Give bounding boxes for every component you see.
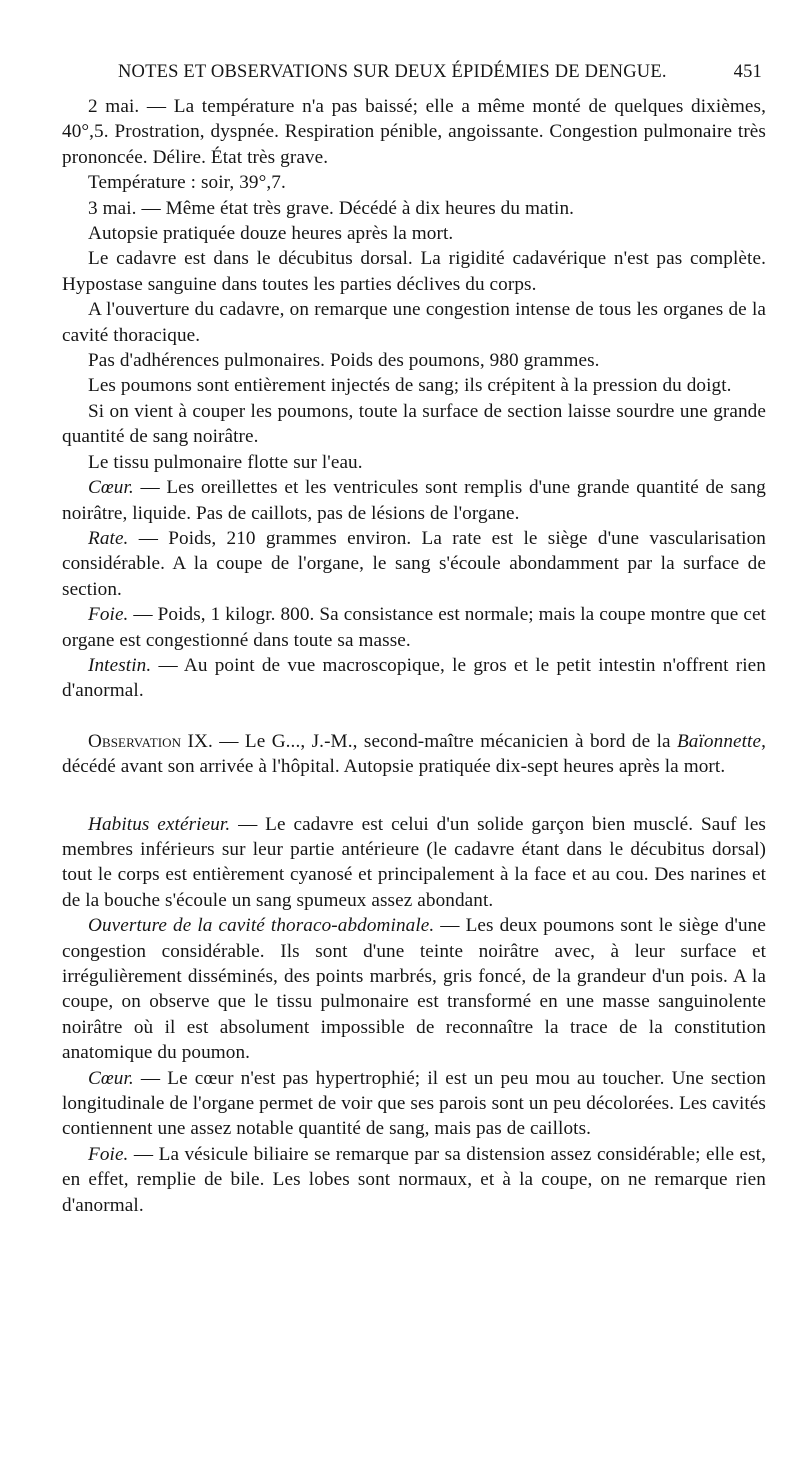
running-title: NOTES ET OBSERVATIONS SUR DEUX ÉPIDÉMIES DE DENGUE. xyxy=(118,62,667,82)
organ-label: Foie. xyxy=(88,1143,129,1165)
organ-paragraph-intestin xyxy=(62,653,766,704)
organ-label: Habitus extérieur. xyxy=(88,813,231,835)
organ-label: Intestin. xyxy=(88,654,152,676)
organ-paragraph-coeur xyxy=(62,475,766,526)
paragraph-3-mai: 3 mai. — Même état très grave. Décédé à dix heures du matin. xyxy=(88,197,575,219)
paragraph-cadavre: Le cadavre est dans le décubitus dorsal. La rigidité cadavérique n'est pas complète. Hypostase sanguine dans toutes les parties déclives du corps. xyxy=(62,248,766,295)
ship-name: Baïonnette xyxy=(676,730,762,752)
paragraph-tissu: Le tissu pulmonaire flotte sur l'eau. xyxy=(88,451,363,473)
organ-text: — Poids, 1 kilogr. 800. Sa consistance est normale; mais la coupe montre que cet organe est congestionné dans toute sa masse. xyxy=(62,604,766,651)
organ-text: — Les oreillettes et les ventricules sont remplis d'une grande quantité de sang noirâtre, liquide. Pas de caillots, pas de lésions de l'organe. xyxy=(62,477,766,524)
organ-text: — Les deux poumons sont le siège d'une congestion considérable. Ils sont d'une teinte noirâtre avec, à leur surface et irrégulièrement disséminés, des points marbrés, gris foncé, de la grandeur d'un pois. A la coupe, on observe que le tissu pulmonaire est transformé en une masse sanguinolente noirâtre où il est absolument impossible de reconnaître la trace de la constitution anatomique du poumon. xyxy=(62,915,766,1064)
paragraph-ouverture: A l'ouverture du cadavre, on remarque une congestion intense de tous les organes de la cavité thoracique. xyxy=(62,299,766,346)
observation-title-part2: , décédé avant son arrivée à l'hôpital. Autopsie pratiquée dix-sept heures après la mort. xyxy=(62,730,767,778)
organ-paragraph-foie xyxy=(62,602,766,653)
organ-label: Cœur. xyxy=(88,1067,134,1089)
paragraph-autopsie: Autopsie pratiquée douze heures après la mort. xyxy=(88,223,454,245)
organ-label: Rate. xyxy=(88,527,129,549)
organ-text: — Au point de vue macroscopique, le gros et le petit intestin n'offrent rien d'anormal. xyxy=(62,654,766,702)
organ-label: Foie. xyxy=(88,604,129,626)
page-number: 451 xyxy=(733,62,762,82)
organ-text: — Le cadavre est celui d'un solide garçon bien musclé. Sauf les membres inférieurs sur leur partie antérieure (le cadavre étant dans le décubitus dorsal) tout le corps est entièrement cyanosé et principalement à la face et au cou. Des narines et de la bouche s'écoule un sang spumeux assez abondant. xyxy=(62,813,766,911)
organ-text: — La vésicule biliaire se remarque par sa distension assez considérable; elle est, en effet, remplie de bile. Les lobes sont normaux, et à la coupe, on ne remarque rien d'anormal. xyxy=(62,1143,766,1216)
paragraph-temperature: Température : soir, 39°,7. xyxy=(88,172,286,194)
organ-paragraph-foie-2 xyxy=(62,1142,766,1218)
organ-paragraph-rate xyxy=(62,526,766,602)
organ-text: — Le cœur n'est pas hypertrophié; il est un peu mou au toucher. Une section longitudinale de l'organe permet de voir que ses parois sont un peu décolorées. Les cavités contiennent une assez notable quantité de sang, mais pas de caillots. xyxy=(62,1067,766,1140)
paragraph-section: Si on vient à couper les poumons, toute la surface de section laisse sourdre une grande quantité de sang noirâtre. xyxy=(62,400,766,448)
observation-title-part1: — Le G..., J.-M., second-maître mécanicien à bord de la xyxy=(212,730,677,752)
organ-paragraph-habitus xyxy=(62,812,766,914)
observation-label: Observation IX. xyxy=(88,730,213,752)
running-header xyxy=(62,62,766,94)
organ-paragraph-coeur-2 xyxy=(62,1066,766,1142)
body-text xyxy=(62,94,766,1218)
observation-title xyxy=(62,729,766,780)
paragraph-poumons: Les poumons sont entièrement injectés de sang; ils crépitent à la pression du doigt. xyxy=(88,375,732,397)
organ-label: Ouverture de la cavité thoraco-abdominale. xyxy=(88,915,435,937)
organ-text: — Poids, 210 grammes environ. La rate est le siège d'une vascularisation considérable. A la coupe de l'organe, le sang s'écoule abondamment par la surface de section. xyxy=(62,527,766,600)
organ-label: Cœur. xyxy=(88,477,134,499)
paragraph-adherences: Pas d'adhérences pulmonaires. Poids des poumons, 980 grammes. xyxy=(88,350,600,372)
paragraph-2-mai: 2 mai. — La température n'a pas baissé; elle a même monté de quelques dixièmes, 40°,5. Prostration, dyspnée. Respiration pénible, angoissante. Congestion pulmonaire très prononcée. Délire. État très grave. xyxy=(62,96,766,168)
organ-paragraph-ouverture-cavite xyxy=(62,913,766,1065)
